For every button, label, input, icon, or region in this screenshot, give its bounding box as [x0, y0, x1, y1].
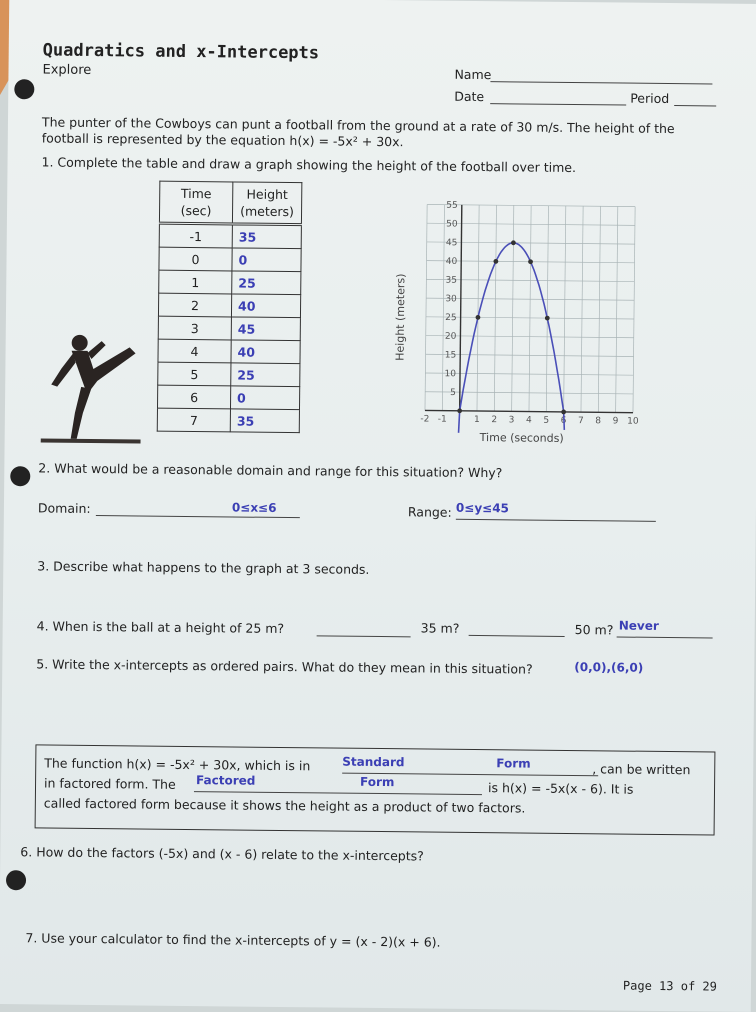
table-row: 3 45: [158, 316, 300, 340]
answer-50m: Never: [618, 618, 659, 633]
box-answer-factored: Factored: [196, 773, 256, 788]
box-answer-form: Form: [496, 756, 531, 771]
box-line-2b: is h(x) = -5x(x - 6). It is: [487, 780, 634, 797]
box-answer-standard: Standard: [342, 754, 405, 770]
intro-line-1: The punter of the Cowboys can punt a football from the ground at a rate of 30 m/s. The height of the: [41, 114, 675, 137]
y-tick-label: 5: [450, 388, 456, 399]
series-extension: [459, 411, 460, 433]
range-answer: 0≤y≤45: [455, 500, 510, 516]
grid-line-vertical: [546, 206, 548, 412]
answer-25m-field[interactable]: [317, 635, 411, 637]
box-answer-form-2: Form: [360, 774, 395, 790]
x-axis-label: Time (seconds): [479, 431, 564, 445]
page-number: Page 13 of 29: [622, 978, 717, 994]
grid-line-vertical: [633, 207, 635, 413]
page-subtitle: Explore: [42, 62, 92, 78]
date-label: Date: [454, 88, 485, 105]
answer-35m-field[interactable]: [469, 635, 565, 637]
name-field[interactable]: [490, 81, 712, 84]
question-2: 2. What would be a reasonable domain and range for this situation? Why?: [38, 460, 503, 481]
x-tick-label: 7: [577, 416, 584, 427]
x-tick-label: 3: [508, 415, 515, 426]
factored-form-box: [35, 744, 716, 835]
x-tick-label: 8: [595, 416, 602, 427]
x-tick-label: -2: [420, 414, 430, 425]
table-row: 6 0: [157, 385, 299, 409]
box-line-3: called factored form because it shows the height as a product of two factors.: [43, 795, 526, 816]
y-tick-label: 50: [446, 219, 458, 230]
punch-hole: [10, 466, 30, 486]
grid-line-vertical: [564, 206, 566, 412]
domain-answer: 0≤x≤6: [231, 500, 277, 515]
kicker-silhouette: [41, 328, 142, 445]
y-tick-label: 20: [444, 331, 457, 342]
values-table: [157, 181, 303, 433]
intro-line-2: football is represented by the equation h(x) = -5x² + 30x.: [41, 130, 404, 150]
data-point: [545, 316, 550, 321]
question-4: 4. When is the ball at a height of 25 m?: [36, 618, 285, 637]
data-point: [528, 259, 533, 264]
answer-50m-field[interactable]: [617, 636, 713, 638]
x-tick-label: 10: [627, 416, 639, 427]
grid-line-vertical: [494, 205, 496, 411]
punch-hole: [6, 870, 26, 890]
height-graph: [389, 192, 652, 455]
grid-line-vertical: [616, 206, 618, 412]
table-row: -1 35: [159, 223, 301, 248]
x-tick-label: 5: [543, 415, 550, 426]
x-tick-label: 1: [473, 414, 480, 426]
y-tick-label: 15: [444, 350, 457, 361]
question-7: 7. Use your calculator to find the x-intercepts of y = (x - 2)(x + 6).: [25, 930, 441, 950]
y-tick-label: 55: [446, 200, 458, 211]
height-header: Height (meters): [232, 182, 301, 225]
y-tick-label: 10: [444, 369, 457, 380]
label-50m: 50 m?: [574, 622, 614, 638]
time-header: Time (sec): [159, 181, 232, 224]
data-point: [561, 409, 566, 414]
box-line-1b: , can be written: [592, 761, 691, 778]
grid-line-vertical: [442, 205, 444, 411]
domain-label: Domain:: [37, 500, 91, 516]
table-row: 7 35: [157, 408, 299, 432]
label-35m: 35 m?: [420, 620, 460, 636]
name-label: Name: [454, 66, 492, 83]
data-point: [511, 240, 516, 245]
y-tick-label: 35: [445, 275, 458, 286]
grid-line-vertical: [425, 204, 427, 410]
x-tick-label: 6: [560, 415, 567, 426]
question-1: 1. Complete the table and draw a graph showing the height of the football over time.: [41, 154, 577, 176]
answer-5: (0,0),(6,0): [574, 660, 644, 675]
table-row: 5 25: [158, 362, 300, 386]
date-field[interactable]: [490, 103, 626, 105]
question-5: 5. Write the x-intercepts as ordered pairs. What do they mean in this situation?: [36, 656, 533, 677]
table-row: 2 40: [158, 293, 300, 317]
y-tick-label: 45: [445, 238, 458, 249]
table-row: 1 25: [159, 270, 301, 294]
punch-hole: [14, 79, 34, 99]
question-3: 3. Describe what happens to the graph at 3 seconds.: [37, 558, 370, 577]
x-tick-label: 9: [612, 416, 619, 427]
range-label: Range:: [407, 504, 452, 520]
box-blank-2[interactable]: [194, 791, 482, 795]
graph-grid: [425, 204, 635, 412]
data-point: [476, 315, 481, 320]
y-tick-label: 25: [445, 313, 457, 324]
x-tick-label: -1: [437, 414, 447, 425]
question-6: 6. How do the factors (-5x) and (x - 6) relate to the x-intercepts?: [20, 844, 424, 864]
range-field[interactable]: [456, 519, 656, 522]
y-tick-label: 30: [445, 294, 457, 305]
grid-line-vertical: [581, 206, 583, 412]
period-label: Period: [630, 90, 670, 107]
box-line-1a: The function h(x) = -5x² + 30x, which is in: [44, 755, 311, 774]
grid-line-vertical: [529, 206, 531, 412]
domain-field[interactable]: [96, 515, 300, 518]
table-row: 0 0: [159, 247, 301, 271]
box-line-2a: in factored form. The: [43, 775, 176, 792]
period-field[interactable]: [674, 105, 716, 106]
page-title: Quadratics and x-Intercepts: [42, 40, 320, 64]
y-tick-label: 40: [445, 256, 458, 267]
data-point: [457, 408, 462, 413]
grid-line-vertical: [598, 206, 600, 412]
x-tick-label: 2: [491, 415, 498, 426]
table-row: 4 40: [158, 339, 300, 363]
y-axis: [460, 205, 462, 411]
grid-line-vertical: [512, 205, 514, 411]
x-tick-label: 4: [525, 415, 532, 426]
y-axis-label: Height (meters): [393, 273, 408, 361]
grid-line-vertical: [477, 205, 479, 411]
